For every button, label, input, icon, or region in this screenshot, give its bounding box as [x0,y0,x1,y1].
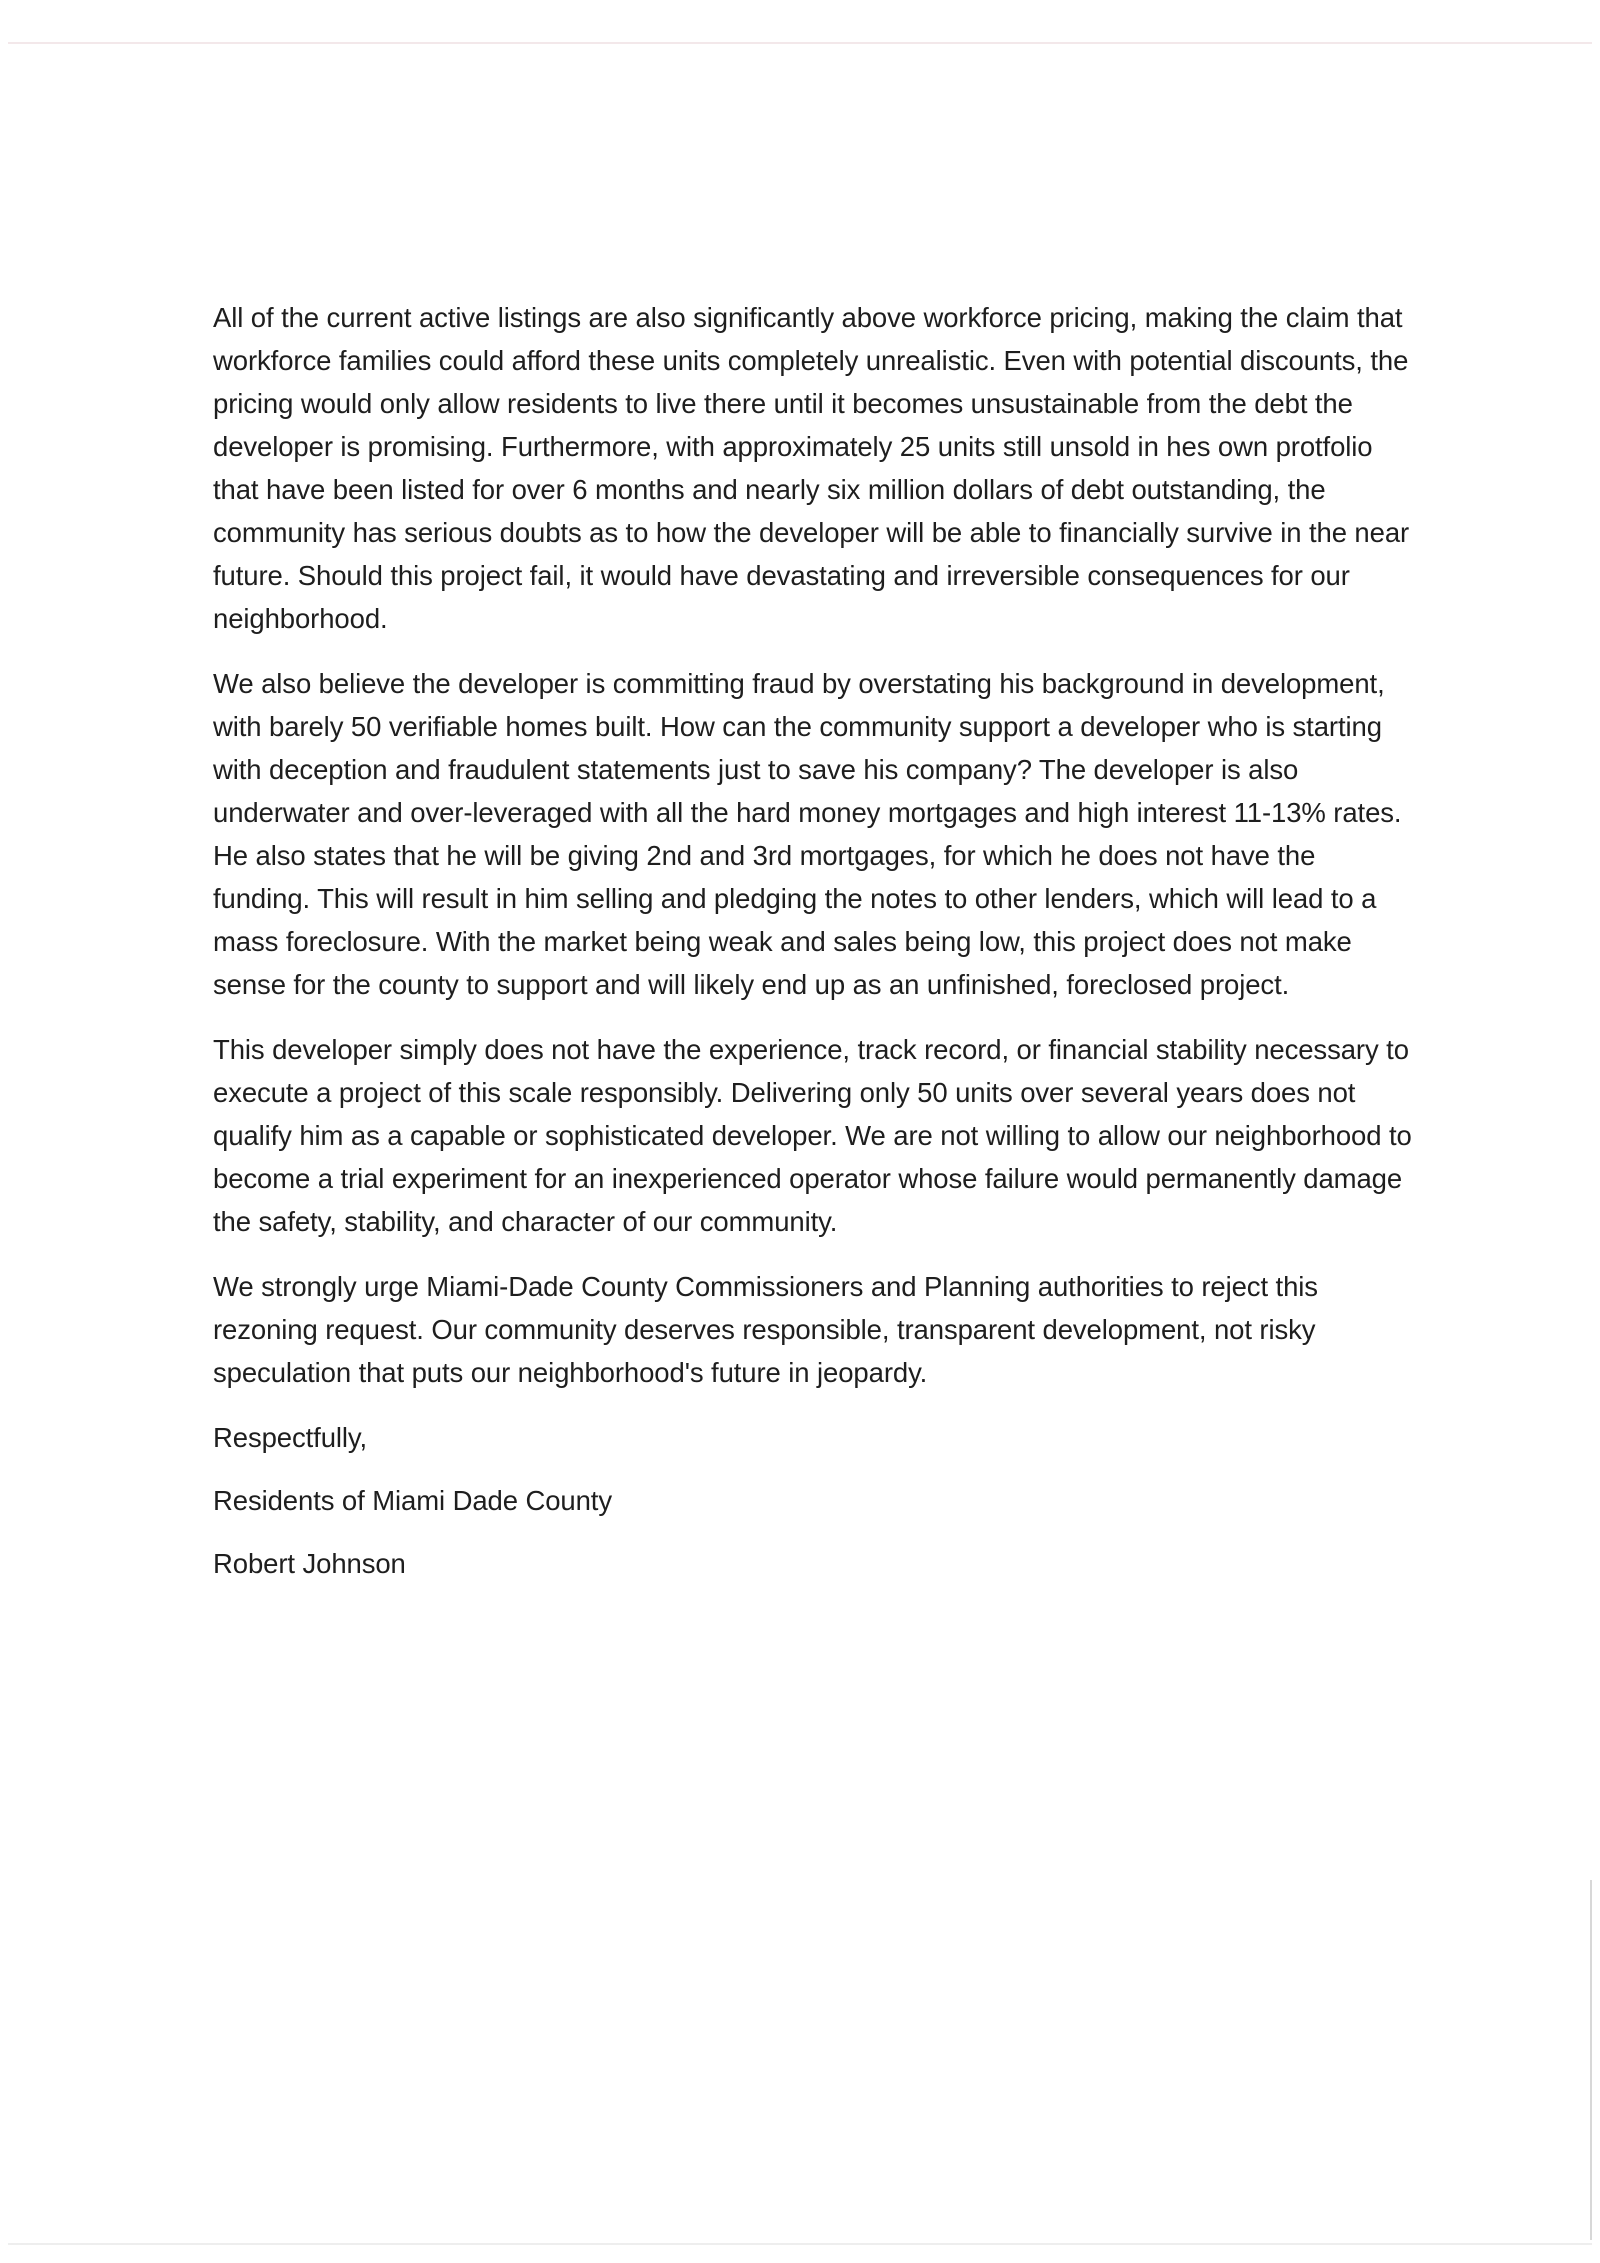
scan-top-edge [8,42,1592,44]
paragraph-developer-fraud: We also believe the developer is committing fraud by overstating his background in development, with barely 50 verifiable homes built. How can the community support a developer who is starting with deception and fraudulent statements just to save his company? The developer is also underwater and over-leveraged with all the hard money mortgages and high interest 11-13% rates. He also states that he will be giving 2nd and 3rd mortgages, for which he does not have the funding. This will result in him selling and pledging the notes to other lenders, which will lead to a mass foreclosure. With the market being weak and sales being low, this project does not make sense for the county to support and will likely end up as an unfinished, foreclosed project. [213,668,1402,1000]
paragraph-workforce-pricing: All of the current active listings are also significantly above workforce pricing, making the claim that workforce families could afford these units completely unrealistic. Even with potential discounts, the pricing would only allow residents to live there until it becomes unsustainable from the debt the developer is promising. Furthermore, with approximately 25 units still unsold in hes own protfolio that have been listed for over 6 months and nearly six million dollars of debt outstanding, the community has serious doubts as to how the developer will be able to financially survive in the near future. Should this project fail, it would have devastating and irreversible consequences for our neighborhood. [213,302,1410,634]
paragraph-urge-rejection: We strongly urge Miami-Dade County Commissioners and Planning authorities to reject this rezoning request. Our community deserves responsible, transparent development, not risky speculation that puts our neighborhood's future in jeopardy. [213,1271,1318,1388]
signer-name: Robert Johnson [213,1548,406,1579]
signatories: Residents of Miami Dade County [213,1485,612,1516]
letter-body [213,296,1413,1605]
closing-salutation: Respectfully, [213,1422,368,1453]
scan-right-edge [1590,1880,1592,2240]
paragraph-developer-experience: This developer simply does not have the experience, track record, or financial stability necessary to execute a project of this scale responsibly. Delivering only 50 units over several years does not qualify him as a capable or sophisticated developer. We are not willing to allow our neighborhood to become a trial experiment for an inexperienced operator whose failure would permanently damage the safety, stability, and character of our community. [213,1034,1412,1237]
scan-bottom-edge [8,2243,1592,2245]
